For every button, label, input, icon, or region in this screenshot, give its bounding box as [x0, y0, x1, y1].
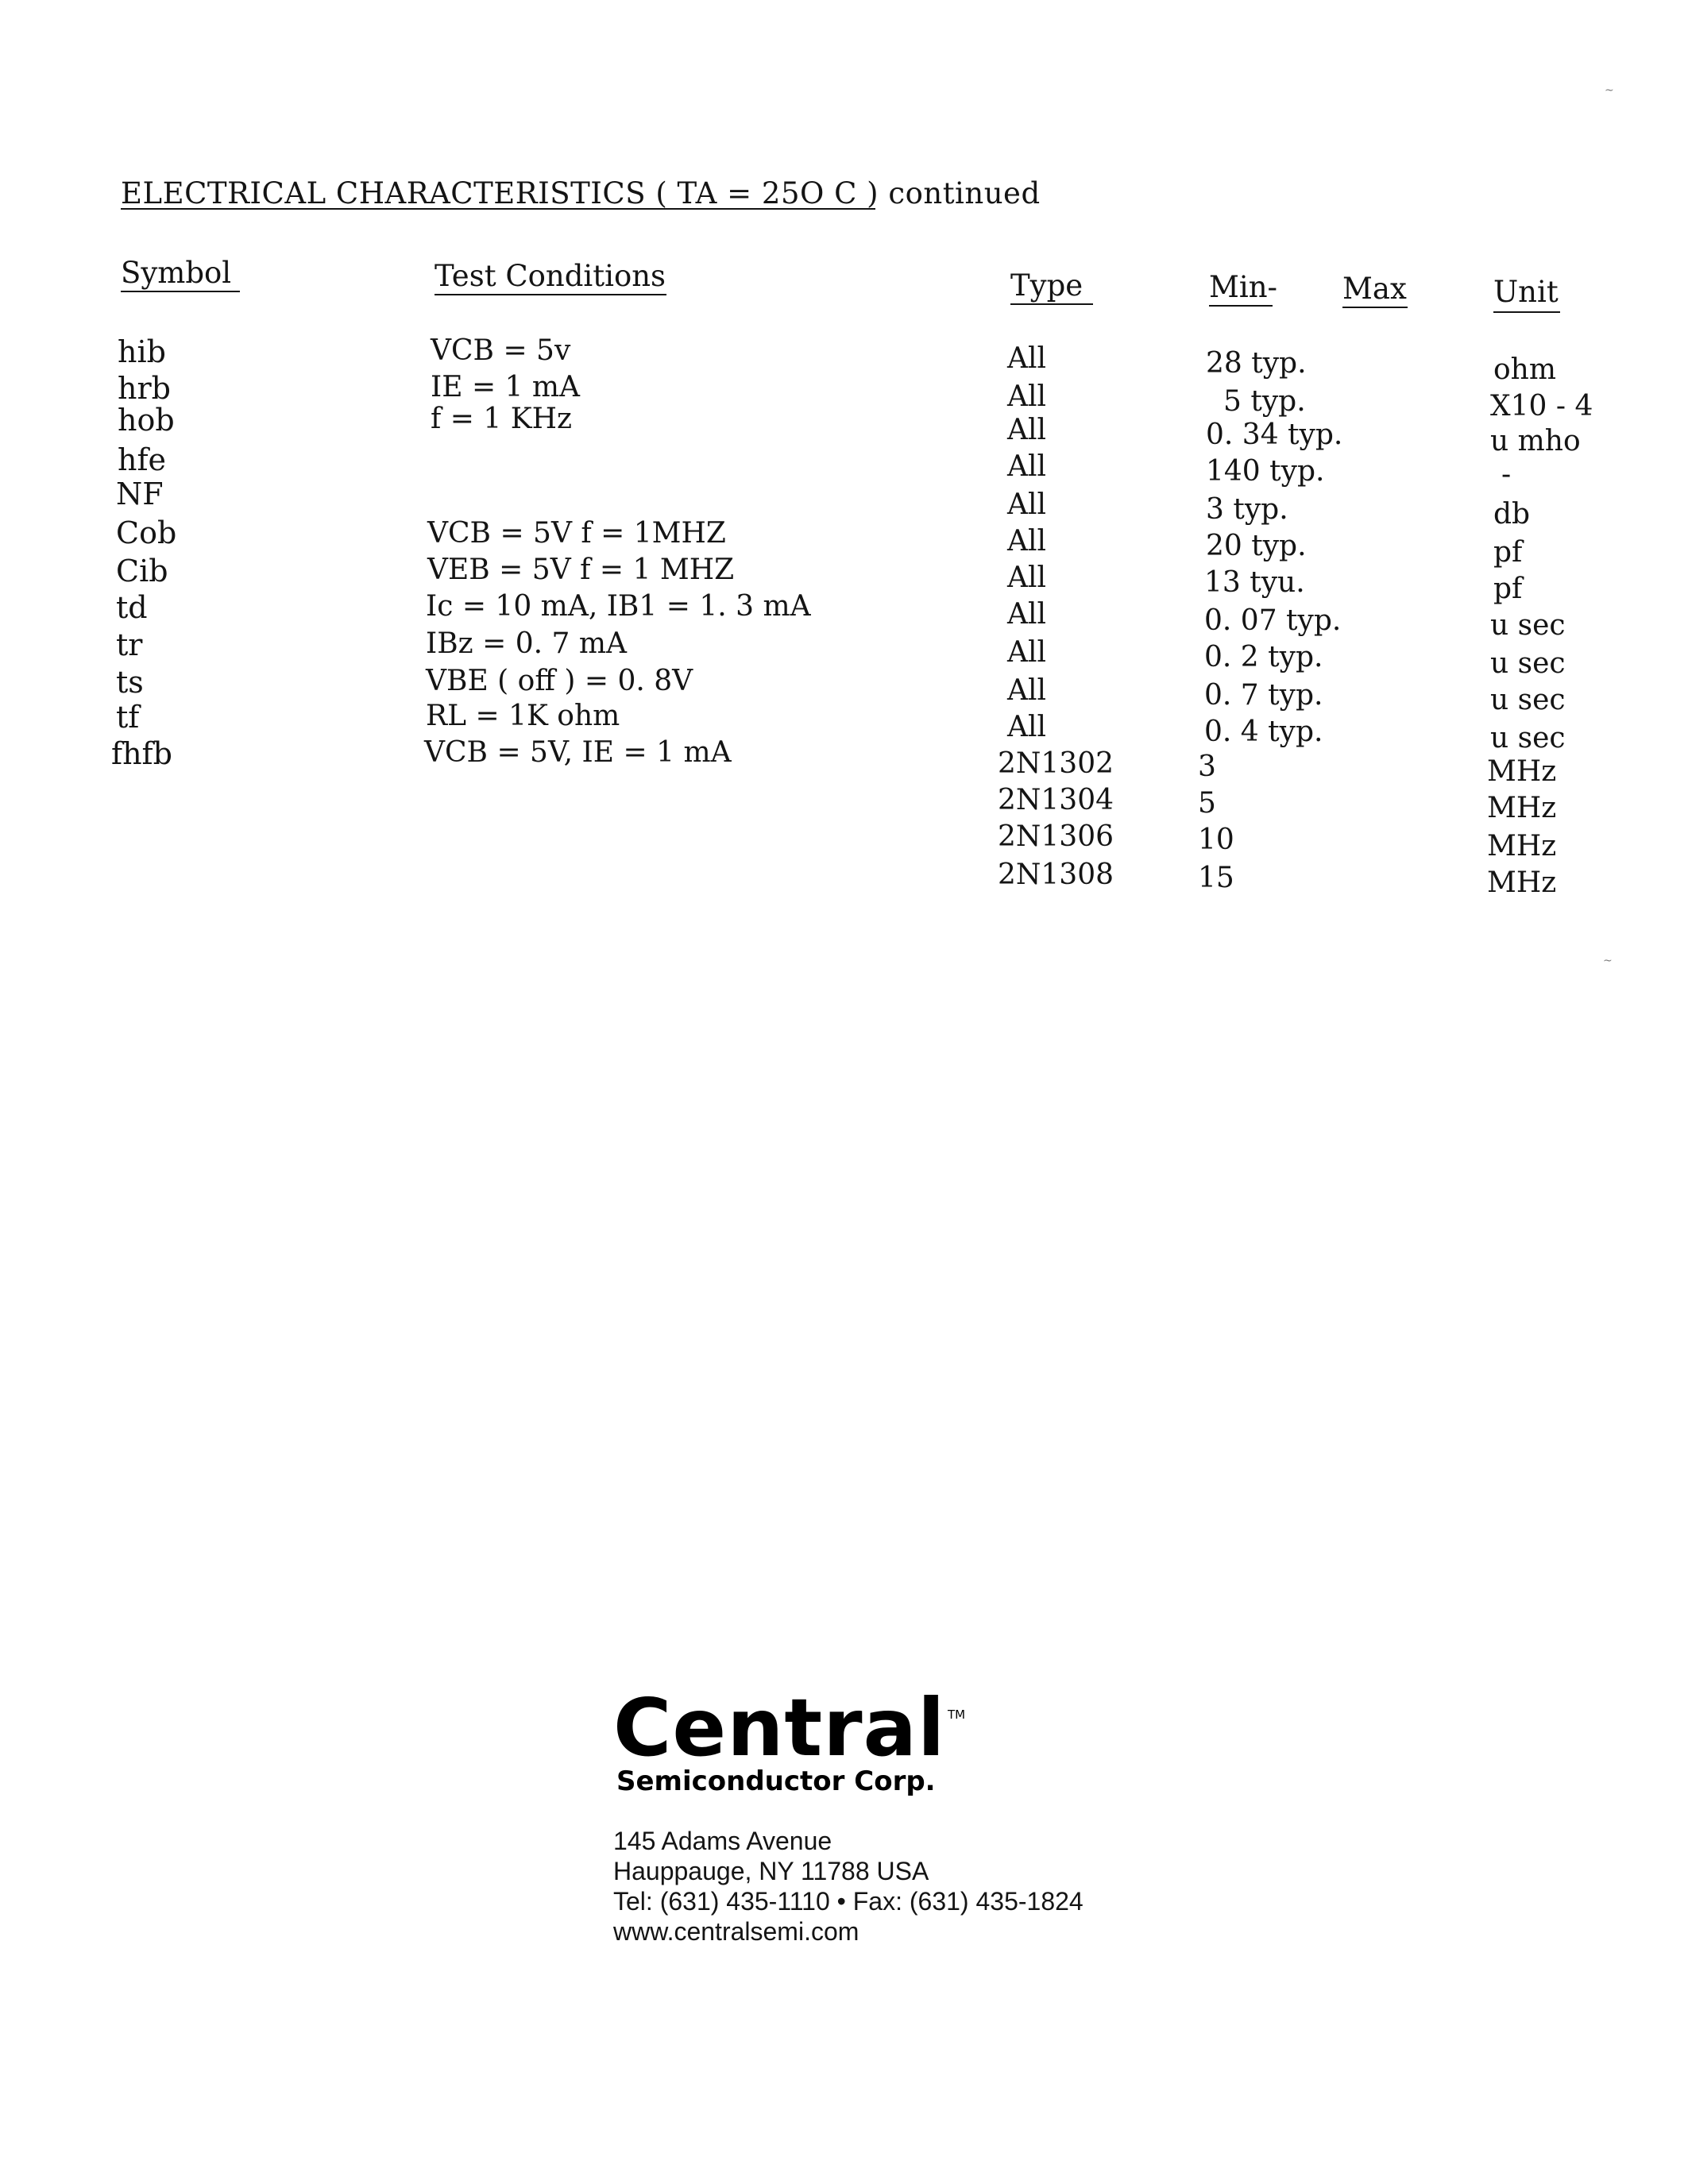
condition-cell: VCB = 5V, IE = 1 mA — [424, 736, 732, 769]
address-street: 145 Adams Avenue — [613, 1827, 832, 1855]
header-min: Min- — [1209, 270, 1278, 304]
scan-mark: ~ — [1603, 955, 1613, 967]
min-cell: 3 typ. — [1206, 493, 1288, 526]
unit-cell: u sec — [1490, 684, 1566, 716]
header-type: Type — [1010, 268, 1083, 303]
type-cell: All — [1007, 674, 1047, 707]
unit-cell: u sec — [1490, 647, 1566, 680]
symbol-cell: fhfb — [111, 736, 172, 771]
type-cell: All — [1007, 525, 1047, 558]
symbol-cell: td — [116, 590, 148, 625]
min-cell: 20 typ. — [1206, 530, 1307, 562]
unit-cell: MHz — [1487, 792, 1557, 824]
type-cell: 2N1308 — [998, 859, 1114, 891]
symbol-cell: Cib — [116, 554, 168, 588]
header-unit-underline — [1493, 311, 1560, 313]
header-max: Max — [1342, 272, 1407, 306]
header-test-conditions: Test Conditions — [435, 259, 666, 293]
unit-cell: - — [1501, 458, 1512, 491]
condition-cell: VCB = 5V f = 1MHZ — [427, 517, 726, 550]
type-cell: All — [1007, 561, 1047, 594]
unit-cell: pf — [1493, 536, 1523, 569]
condition-cell: VBE ( off ) = 0. 8V — [426, 665, 693, 697]
min-cell: 13 tyu. — [1204, 566, 1305, 599]
unit-cell: MHz — [1487, 830, 1557, 862]
condition-cell: VEB = 5V f = 1 MHZ — [427, 554, 735, 586]
unit-cell: MHz — [1487, 866, 1557, 899]
min-cell: 140 typ. — [1206, 455, 1325, 488]
type-cell: All — [1007, 598, 1047, 631]
min-cell: 0. 7 typ. — [1204, 679, 1323, 712]
type-cell: 2N1306 — [998, 820, 1114, 853]
page-title: ELECTRICAL CHARACTERISTICS ( TA = 25O C ) continued — [121, 176, 1041, 210]
symbol-cell: ts — [116, 665, 144, 700]
type-cell: All — [1007, 711, 1047, 743]
address-city: Hauppauge, NY 11788 USA — [613, 1857, 929, 1885]
min-cell: 0. 4 typ. — [1204, 716, 1323, 748]
title-underline — [121, 208, 875, 210]
type-cell: 2N1304 — [998, 784, 1114, 816]
company-logo-subtitle: Semiconductor Corp. — [616, 1765, 936, 1797]
symbol-cell: NF — [116, 477, 164, 511]
header-symbol-underline — [121, 291, 240, 292]
type-cell: All — [1007, 380, 1047, 413]
unit-cell: MHz — [1487, 755, 1557, 788]
type-cell: All — [1007, 488, 1047, 521]
condition-cell: IE = 1 mA — [431, 371, 581, 403]
symbol-cell: hfe — [118, 442, 167, 477]
trademark-symbol: TM — [948, 1707, 966, 1722]
condition-cell: RL = 1K ohm — [426, 700, 620, 732]
address-phone-fax: Tel: (631) 435-1110 • Fax: (631) 435-1824 — [613, 1887, 1083, 1916]
header-test-conditions-underline — [435, 294, 666, 295]
min-cell: 15 — [1198, 862, 1234, 894]
unit-cell: pf — [1493, 573, 1523, 605]
header-min-underline — [1209, 305, 1273, 307]
type-cell: All — [1007, 450, 1047, 483]
unit-cell: X10 - 4 — [1490, 390, 1593, 423]
symbol-cell: tf — [116, 700, 140, 735]
condition-cell: IBz = 0. 7 mA — [426, 627, 627, 660]
condition-cell: VCB = 5v — [431, 334, 571, 367]
type-cell: 2N1302 — [998, 747, 1114, 780]
min-cell: 5 — [1198, 787, 1216, 820]
unit-cell: db — [1493, 498, 1531, 531]
unit-cell: ohm — [1493, 353, 1556, 386]
symbol-cell: Cob — [116, 515, 177, 550]
min-cell: 10 — [1198, 824, 1234, 856]
condition-cell: Ic = 10 mA, IB1 = 1. 3 mA — [426, 590, 811, 623]
header-unit: Unit — [1493, 275, 1559, 309]
type-cell: All — [1007, 342, 1047, 375]
min-cell: 0. 2 typ. — [1204, 641, 1323, 673]
company-logo-wordmark: Central — [613, 1681, 946, 1774]
unit-cell: u mho — [1490, 425, 1581, 457]
unit-cell: u sec — [1490, 722, 1566, 754]
type-cell: All — [1007, 636, 1047, 669]
min-cell: 5 typ. — [1223, 385, 1306, 418]
min-cell: 0. 07 typ. — [1204, 604, 1342, 637]
min-cell: 0. 34 typ. — [1206, 419, 1343, 451]
symbol-cell: tr — [116, 627, 143, 662]
symbol-cell: hib — [118, 334, 166, 369]
header-symbol: Symbol — [121, 256, 232, 290]
unit-cell: u sec — [1490, 609, 1566, 642]
symbol-cell: hob — [118, 403, 175, 438]
scan-mark: ~ — [1605, 84, 1614, 97]
min-cell: 3 — [1198, 751, 1216, 783]
condition-cell: f = 1 KHz — [431, 403, 572, 435]
type-cell: All — [1007, 414, 1047, 446]
header-max-underline — [1342, 307, 1408, 308]
min-cell: 28 typ. — [1206, 347, 1307, 380]
address-website: www.centralsemi.com — [613, 1917, 859, 1946]
symbol-cell: hrb — [118, 371, 171, 406]
header-type-underline — [1010, 303, 1093, 305]
